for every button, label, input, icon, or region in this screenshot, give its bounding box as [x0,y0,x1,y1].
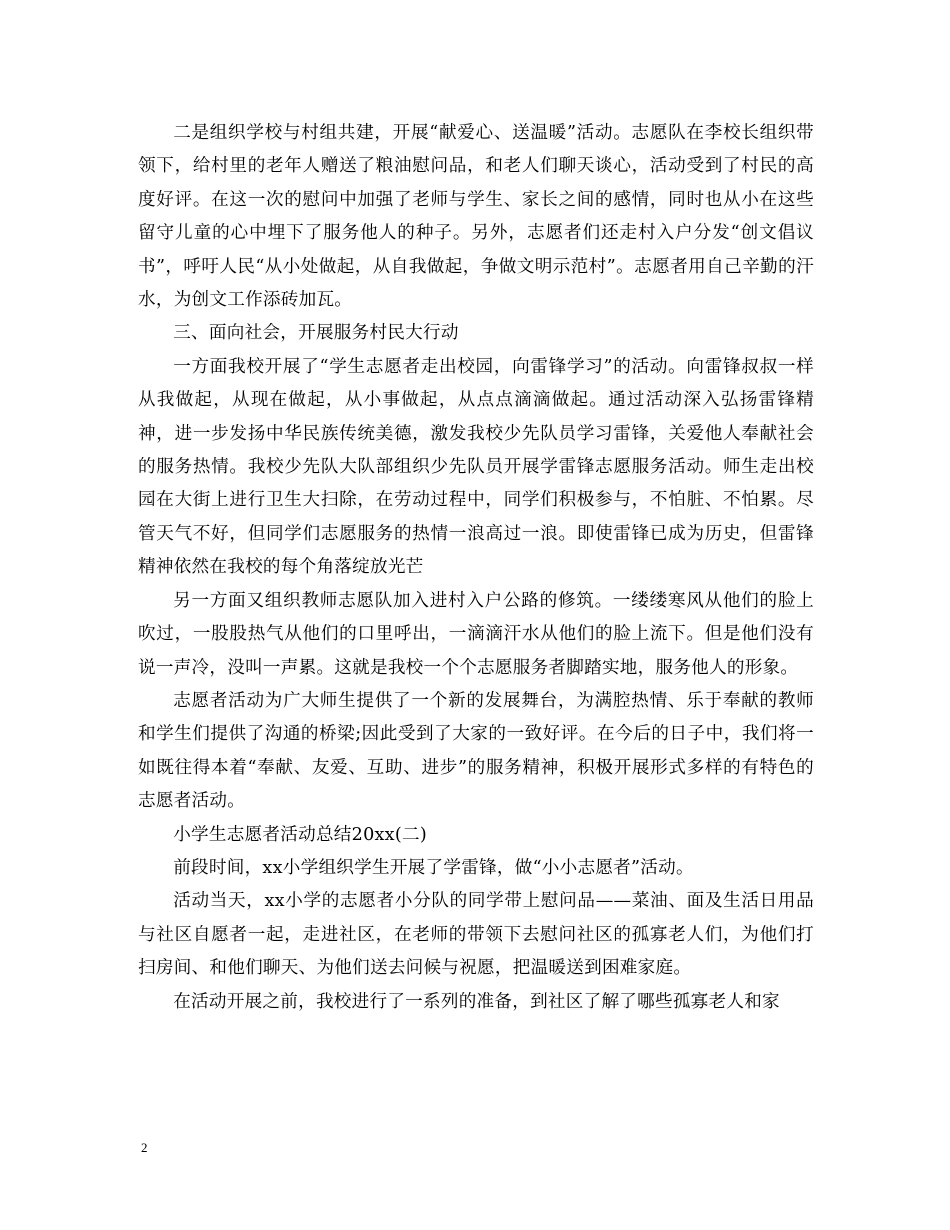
paragraph-activity-day: 活动当天，xx小学的志愿者小分队的同学带上慰问品——菜油、面及生活日用品与社区自愿者一起，走进社区，在老师的带领下去慰问社区的孤寡老人们，为他们打扫房间、和他们聊天、为他们送去问候与祝愿，把温暖送到困难家庭。 [138,891,814,979]
section-title-summary-2: 小学生志愿者活动总结20xx(二) [173,824,427,845]
paragraph-community-activity: 二是组织学校与村组共建，开展“献爱心、送温暖”活动。志愿队在李校长组织带领下，给村里的老年人赠送了粮油慰问品，和老人们聊天谈心，活动受到了村民的高度好评。在这一次的慰问中加强了老师与学生、家长之间的感情，同时也从小在这些留守儿童的心中埋下了服务他人的种子。另外，志愿者们还走村入户分发“创文倡议书”，呼吁人民“从小处做起，从自我做起，争做文明示范村”。志愿者用自己辛勤的汗水，为创文工作添砖加瓦。 [138,123,814,311]
page-number: 2 [141,1140,148,1155]
paragraph-learn-leifeng: 一方面我校开展了“学生志愿者走出校园，向雷锋学习”的活动。向雷锋叔叔一样从我做起，从现在做起，从小事做起，从点点滴滴做起。通过活动深入弘扬雷锋精神，进一步发扬中华民族传统美德，激发我校少先队员学习雷锋，关爱他人奉献社会的服务热情。我校少先队大队部组织少先队员开展学雷锋志愿服务活动。师生走出校园在大街上进行卫生大扫除，在劳动过程中，同学们积极参与，不怕脏、不怕累。尽管天气不好，但同学们志愿服务的热情一浪高过一浪。即使雷锋已成为历史，但雷锋精神依然在我校的每个角落绽放光芒 [138,356,814,578]
paragraph-intro-2: 前段时间，xx小学组织学生开展了学雷锋，做“小小志愿者”活动。 [173,857,694,878]
document-body [138,117,814,1019]
paragraph-teacher-volunteers: 另一方面又组织教师志愿队加入进村入户公路的修筑。一缕缕寒风从他们的脸上吹过，一股股热气从他们的口里呼出，一滴滴汗水从他们的脸上流下。但是他们没有说一声冷，没叫一声累。这就是我校一个个志愿服务者脚踏实地，服务他人的形象。 [138,590,814,678]
paragraph-preparation: 在活动开展之前，我校进行了一系列的准备，到社区了解了哪些孤寡老人和家 [173,991,780,1012]
paragraph-summary: 志愿者活动为广大师生提供了一个新的发展舞台，为满腔热情、乐于奉献的教师和学生们提供了沟通的桥梁;因此受到了大家的一致好评。在今后的日子中，我们将一如既往得本着“奉献、友爱、互助、进步”的服务精神，积极开展形式多样的有特色的志愿者活动。 [138,690,814,812]
section-heading-3: 三、面向社会，开展服务村民大行动 [173,323,459,344]
